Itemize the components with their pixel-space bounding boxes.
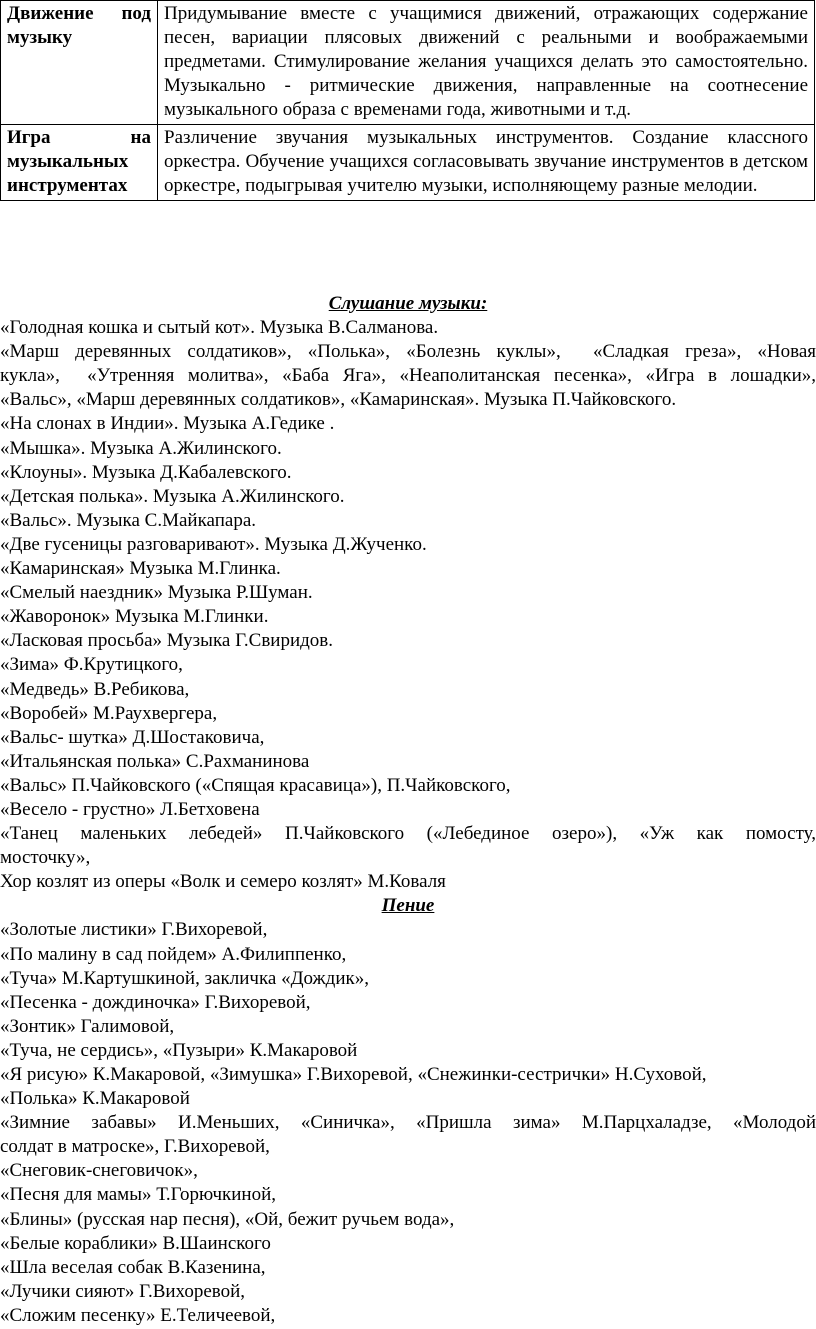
listening-item: «Детская полька». Музыка А.Жилинского. [0,485,345,507]
singing-title: Пение [381,895,435,917]
singing-item: «Полька» К.Макаровой [0,1088,190,1110]
singing-item: «Белые кораблики» В.Шаинского [0,1232,271,1254]
listening-item: «Медведь» В.Ребикова, [0,678,190,700]
listening-item: «Воробей» М.Раухвергера, [0,702,218,724]
listening-item [0,822,816,846]
line-text: «Марш деревянных солдатиков», «Полька», «Болезнь куклы», «Сладкая греза», «Новая [0,341,816,363]
listening-item: «Весело - грустно» Л.Бетховена [0,798,260,820]
singing-item: «Сложим песенку» Е.Теличеевой, [0,1304,276,1326]
listening-item: «Жаворонок» Музыка М.Глинки. [0,606,269,628]
singing-item: «Песенка - дождиночка» Г.Вихоревой, [0,991,311,1013]
singing-item: «Снеговик-снеговичок», [0,1160,198,1182]
listening-item: «Вальс- шутка» Д.Шостаковича, [0,726,265,748]
listening-item: мосточку», [0,847,91,869]
activity-name-cell [1,1,158,125]
line-text: кукла», «Утренняя молитва», «Баба Яга», «Неаполитанская песенка», «Игра в лошадки», [0,365,816,387]
singing-item: «Я рисую» К.Макаровой, «Зимушка» Г.Вихоревой, «Снежинки-сестрички» Н.Суховой, [0,1064,707,1085]
listening-item: «На слонах в Индии». Музыка А.Гедике . [0,413,335,435]
listening-item: «Голодная кошка и сытый кот». Музыка В.Салманова. [0,317,439,339]
table-row [1,125,815,201]
listening-item: «Клоуны». Музыка Д.Кабалевского. [0,461,292,483]
listening-item: «Вальс». Музыка С.Майкапара. [0,509,256,531]
singing-item: «Шла веселая собак В.Казенина, [0,1256,266,1278]
singing-item: «По малину в сад пойдем» А.Филиппенко, [0,943,347,965]
listening-item: «Вальс», «Марш деревянных солдатиков», «Камаринская». Музыка П.Чайковского. [0,389,677,411]
singing-item: «Туча, не сердись», «Пузыри» К.Макаровой [0,1039,358,1061]
activity-name-line: Движение под [7,3,151,24]
activity-name-line: Игра на [7,127,151,148]
repertoire-content [0,292,816,1328]
listening-item: «Мышка». Музыка А.Жилинского. [0,437,282,459]
singing-item: «Блины» (русская нар песня), «Ой, бежит ручьем вода», [0,1208,455,1230]
listening-item: Хор козлят из оперы «Волк и семеро козлят» М.Коваля [0,871,446,893]
activities-table-body [1,1,815,201]
singing-item: «Туча» М.Картушкиной, закличка «Дождик», [0,967,369,989]
listening-item: «Итальянская полька» С.Рахманинова [0,750,310,772]
singing-list [0,918,816,1328]
singing-item: солдат в матроске», Г.Вихоревой, [0,1136,270,1158]
activities-table [0,0,815,201]
line-text: «Зимние забавы» И.Меньших, «Синичка», «Пришла зима» М.Парцхаладзе, «Молодой [0,1112,816,1134]
activity-description-cell: Различение звучания музыкальных инструментов. Создание классного оркестра. Обучение учащихся согласовывать звучание инструментов в детском оркестре, подыгрывая учителю музыки, исполняющему разные мелодии. [158,125,815,201]
table-row [1,1,815,125]
listening-item [0,364,816,388]
listening-item: «Вальс» П.Чайковского («Спящая красавица»), П.Чайковского, [0,774,511,796]
activity-description-cell: Придумывание вместе с учащимися движений, отражающих содержание песен, вариации плясовых движений с реальными и воображаемыми предметами. Стимулирование желания учащихся делать это самостоятельно. Музыкально - ритмические движения, направленные на соотнесение музыкального образа с временами года, животными и т.д. [158,1,815,125]
activity-name-line: музыкальных [7,151,129,172]
singing-item: «Песня для мамы» Т.Горючкиной, [0,1184,277,1206]
listening-item: «Ласковая просьба» Музыка Г.Свиридов. [0,630,334,652]
singing-item: «Золотые листики» Г.Вихоревой, [0,919,268,941]
line-text: «Танец маленьких лебедей» П.Чайковского («Лебединое озеро»), «Уж как помосту, [0,823,816,845]
singing-item: «Зонтик» Галимовой, [0,1015,175,1037]
listening-item: «Смелый наездник» Музыка Р.Шуман. [0,582,313,604]
singing-item: «Лучики сияют» Г.Вихоревой, [0,1280,246,1302]
listening-item: «Камаринская» Музыка М.Глинка. [0,558,281,580]
listening-title: Слушание музыки: [328,293,488,314]
activity-name-cell [1,125,158,201]
listening-item: «Две гусеницы разговаривают». Музыка Д.Жученко. [0,533,427,555]
activity-name-line: инструментах [7,175,128,196]
listening-item [0,340,816,364]
listening-list [0,316,816,894]
listening-item: «Зима» Ф.Крутицкого, [0,654,183,676]
activity-name-line: музыку [7,27,73,48]
singing-item [0,1111,816,1135]
